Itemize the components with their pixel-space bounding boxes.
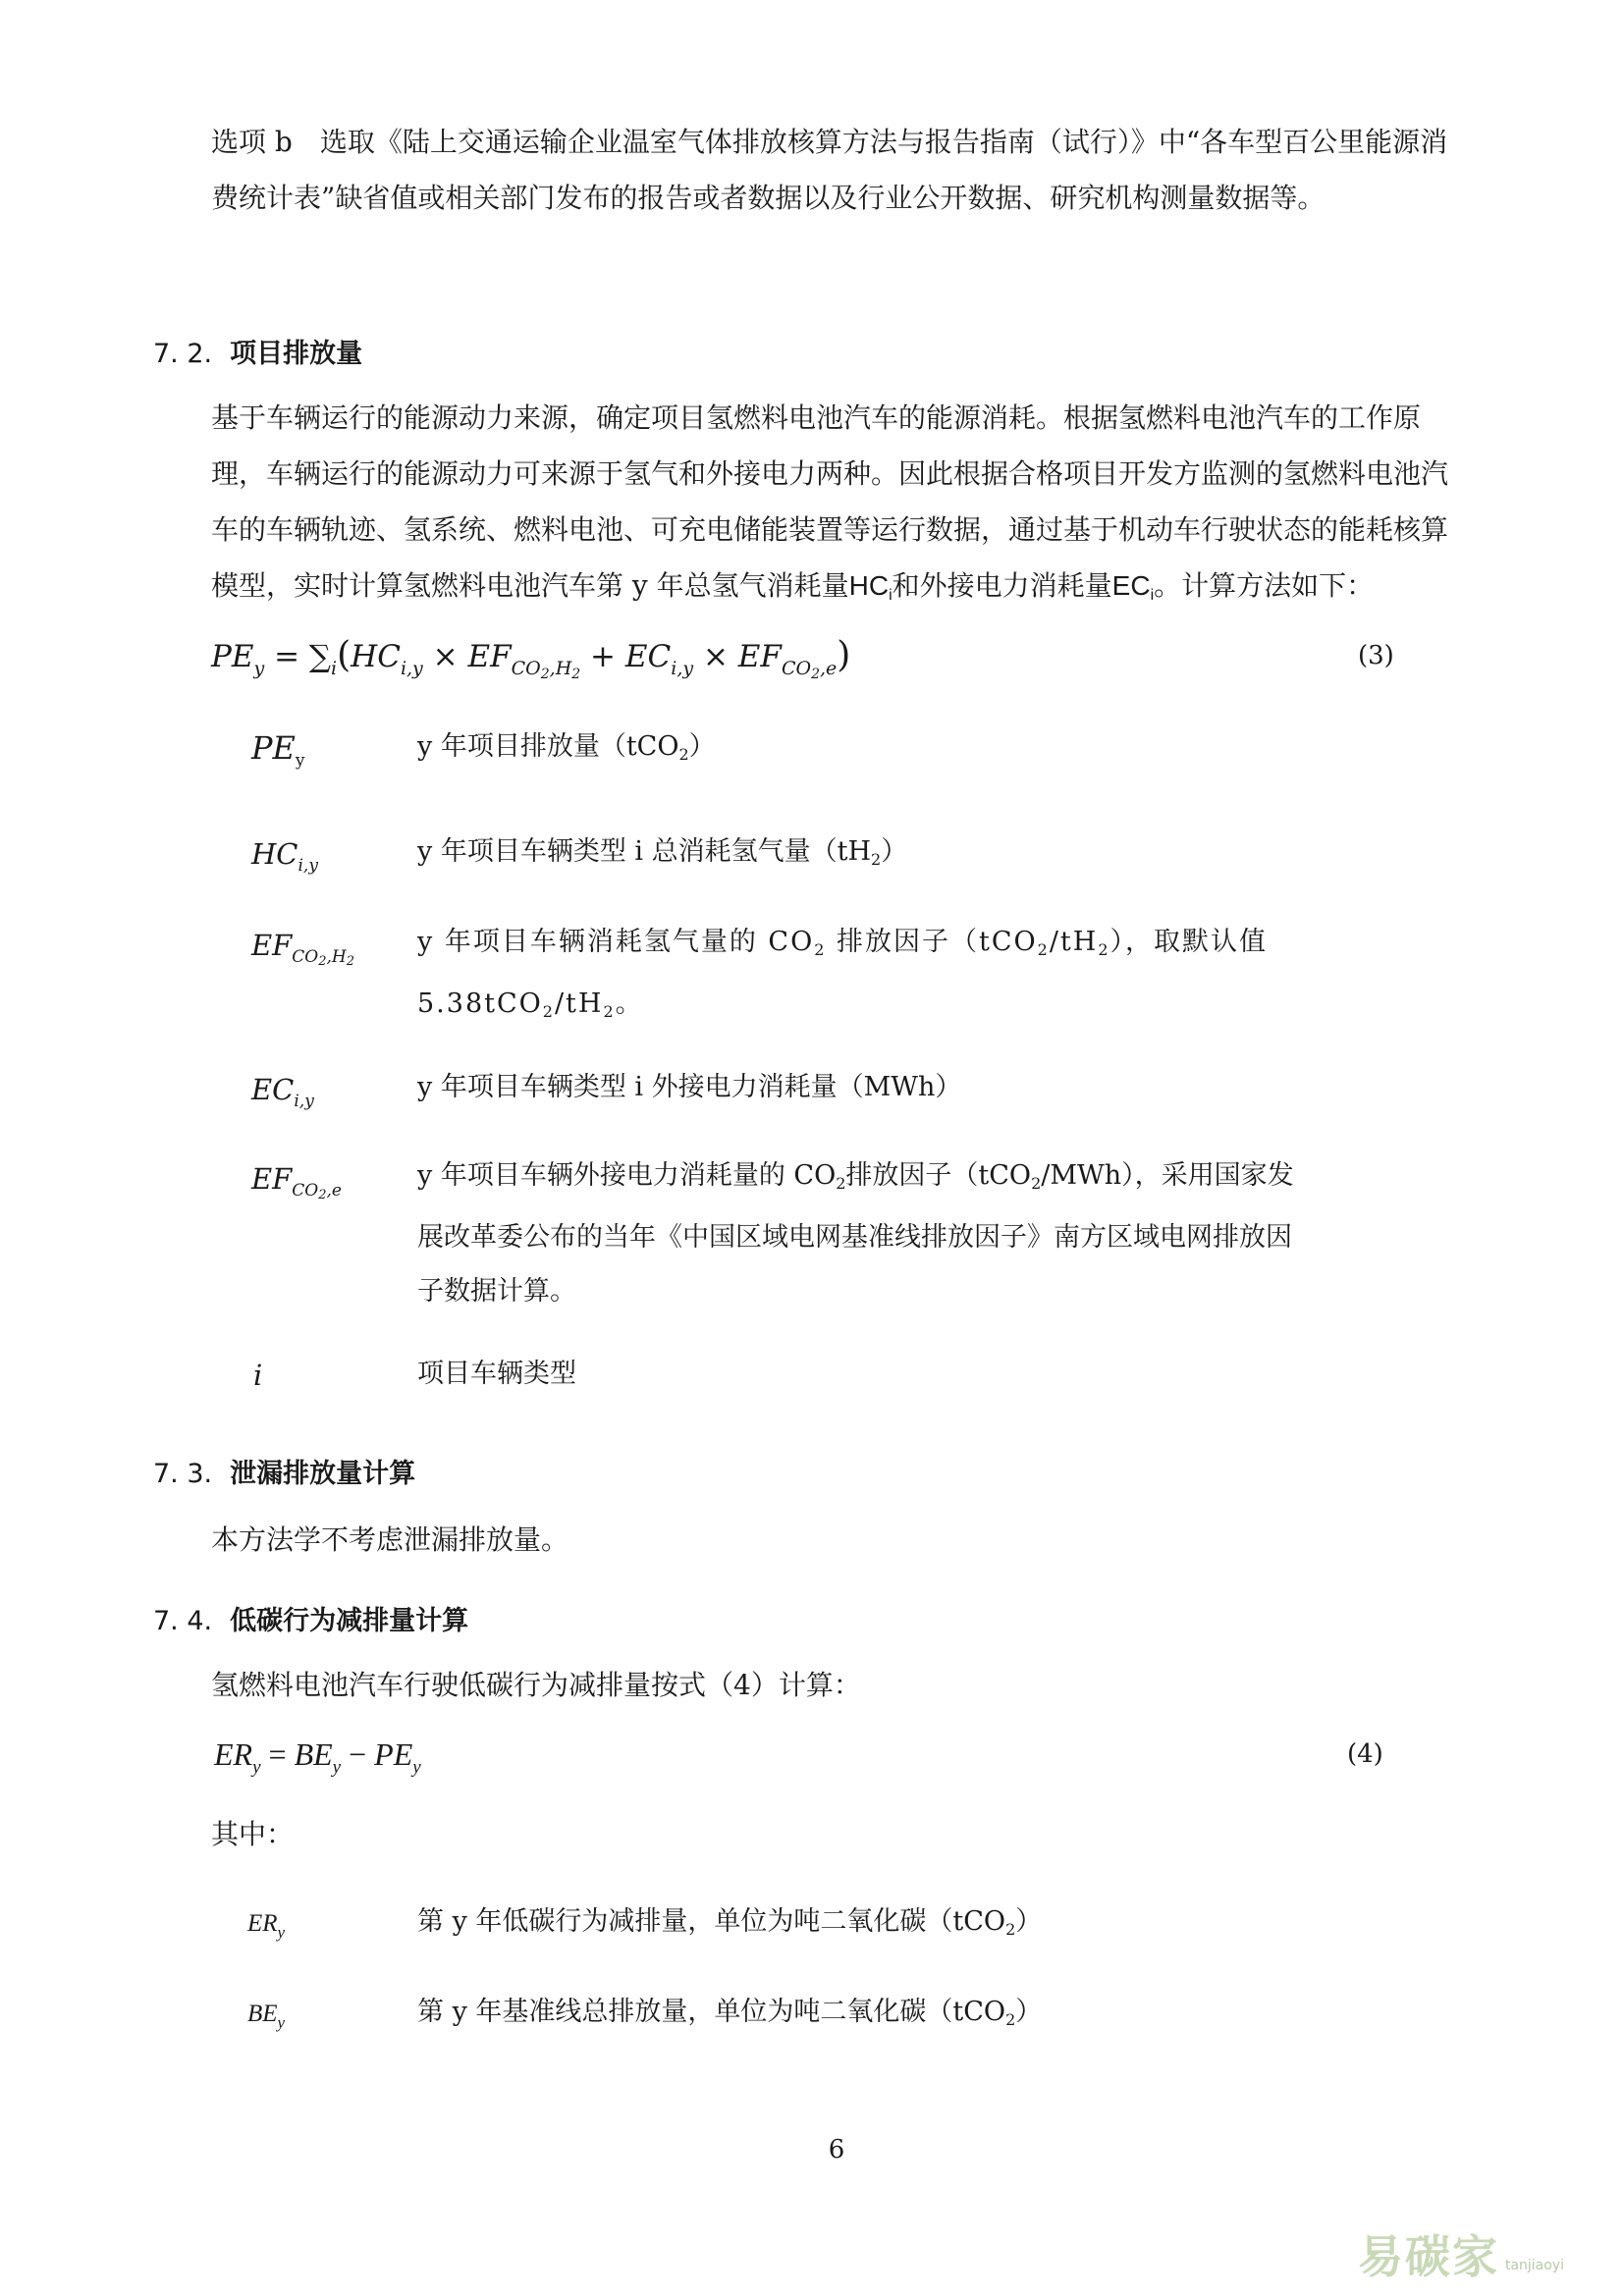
eq3-times-1: × — [422, 639, 468, 674]
no-leakage-paragraph — [211, 1512, 1473, 1568]
def-be-text-a: 第 y 年基准线总排放量，单位为吨二氧化碳（tCO — [417, 1997, 1006, 2027]
def-ef-h2-text-sub2: 2 — [1037, 940, 1050, 959]
def-ef-h2-symbol — [251, 926, 354, 982]
eq3-co-2: 2 — [540, 667, 550, 682]
ec-inline — [1111, 570, 1155, 604]
def-hc-text-sub: 2 — [871, 850, 882, 869]
eq3-co-b: CO — [781, 658, 812, 679]
equation-3-number: (3) — [1358, 641, 1394, 670]
def-be-base: BE — [247, 2001, 278, 2027]
def-er-text — [417, 1895, 1399, 1956]
eq3-ec: EC — [624, 639, 672, 674]
def-hc-symbol — [251, 834, 318, 885]
def-ef-h2-line2-b: /tH — [554, 988, 604, 1019]
def-pe-text-sub: 2 — [678, 745, 689, 764]
section-number: 7. 4. — [153, 1606, 213, 1636]
def-er-base: ER — [247, 1910, 278, 1937]
def-ec-text — [417, 1060, 1301, 1114]
def-ec-sub: i,y — [294, 1092, 314, 1111]
eq3-times-2: × — [693, 639, 738, 674]
def-ef-h2-co: CO — [292, 947, 319, 967]
def-hc-text-a: y 年项目车辆类型 i 总消耗氢气量（tH — [417, 836, 872, 867]
eq3-e: ,e — [819, 658, 838, 679]
eq3-hc-sub: i,y — [400, 658, 423, 679]
def-hc-text-b: ） — [881, 836, 908, 867]
eq3-h: ,H — [549, 658, 572, 679]
def-pe-text — [417, 720, 1301, 781]
option-b-paragraph — [211, 114, 1473, 226]
eq3-h-2: 2 — [571, 667, 581, 682]
def-ef-e-co: CO — [292, 1181, 319, 1201]
def-be-sub: y — [277, 2013, 286, 2032]
def-ef-h2-line2-sub1: 2 — [542, 1002, 555, 1021]
eq3-plus: + — [580, 639, 625, 674]
def-ef-h2-h: ,H — [326, 947, 347, 967]
def-i-text-content: 项目车辆类型 — [417, 1359, 576, 1389]
def-be-text-sub: 2 — [1005, 2010, 1016, 2029]
section-number: 7. 3. — [153, 1459, 213, 1489]
watermark-site: tanjiaoyi — [1504, 2258, 1564, 2273]
def-pe-symbol — [251, 728, 305, 780]
def-er-text-a: 第 y 年低碳行为减排量，单位为吨二氧化碳（tCO — [417, 1906, 1006, 1937]
hc-inline-sub: i — [889, 587, 893, 604]
def-ef-e-text — [417, 1148, 1301, 1318]
eq3-hc: HC — [351, 639, 401, 674]
eq3-ef-e: EF — [737, 639, 782, 674]
def-er-symbol — [247, 1904, 285, 1952]
def-ef-h2-base: EF — [251, 929, 293, 962]
section-heading-7-4 — [153, 1602, 468, 1641]
where-label — [211, 1806, 604, 1862]
def-er-sub: y — [277, 1923, 286, 1942]
eq3-sum-sub: i — [331, 658, 338, 679]
def-i-text — [417, 1347, 1301, 1401]
def-pe-base: PE — [251, 729, 296, 767]
def-ef-e-co-2: 2 — [318, 1188, 327, 1202]
def-ef-h2-text-sub1: 2 — [814, 940, 827, 959]
def-be-text — [417, 1985, 1399, 2047]
def-er-text-b: ） — [1015, 1906, 1043, 1937]
def-ef-e-text-b: 排放因子（tCO — [845, 1160, 1032, 1191]
section-number: 7. 2. — [153, 339, 213, 369]
eq3-close-paren: ) — [837, 635, 851, 675]
def-ef-e-text-sub1: 2 — [836, 1174, 846, 1193]
def-i-symbol — [253, 1356, 262, 1395]
section-heading-7-3 — [153, 1455, 415, 1494]
equation-3 — [211, 634, 850, 696]
eq4-minus: − — [341, 1736, 375, 1772]
def-ef-e-text-sub2: 2 — [1031, 1174, 1042, 1193]
intro-text-1: 基于车辆运行的能源动力来源，确定项目氢燃料电池汽车的能源消耗。根据氢燃料电池汽车的工作原理，车辆运行的能源动力可来源于氢气和外接电力两种。因此根据合格项目开发方监测的氢燃料电池汽车的车辆轨迹、氢系统、燃料电池、可充电储能装置等运行数据，通过基于机动车行驶状态的能耗核算模型，实时计算氢燃料电池汽车第 y 年总氢气消耗量 — [211, 401, 1449, 602]
def-er-text-sub: 2 — [1005, 1920, 1016, 1939]
def-ef-h2-co-2: 2 — [318, 954, 327, 969]
eq3-ef-e-sub — [781, 658, 838, 682]
def-ec-base: EC — [251, 1073, 295, 1106]
eq4-er: ER — [214, 1736, 253, 1772]
eq3-ef-h2-sub — [511, 658, 581, 682]
eq3-co: CO — [511, 658, 541, 679]
section-heading-7-2 — [153, 335, 362, 374]
def-ef-h2-text-d: ），取默认值 — [1109, 927, 1269, 957]
watermark-logo: 易碳家 — [1357, 2230, 1499, 2283]
def-ef-h2-text-c: /tH — [1049, 927, 1099, 957]
page-number: 6 — [828, 2135, 845, 2164]
def-hc-base: HC — [251, 837, 298, 871]
eq3-co-b-2: 2 — [811, 667, 820, 682]
def-pe-text-a: y 年项目排放量（tCO — [417, 731, 679, 762]
def-pe-text-b: ） — [688, 731, 716, 762]
def-ef-h2-text-a: y 年项目车辆消耗氢气量的 CO — [417, 927, 815, 957]
def-ec-text-content: y 年项目车辆类型 i 外接电力消耗量（MWh） — [417, 1072, 962, 1102]
def-ef-e-e: ,e — [326, 1181, 342, 1201]
ec-inline-sub: i — [1150, 587, 1155, 604]
def-ef-h2-line2-sub2: 2 — [603, 1002, 616, 1021]
def-ef-h2-line2-c: 。 — [615, 988, 644, 1019]
eq3-open-paren: ( — [337, 635, 352, 675]
eq4-be-sub: y — [332, 1757, 342, 1778]
def-ef-e-text-a: y 年项目车辆外接电力消耗量的 CO — [417, 1160, 837, 1191]
option-b-text: 选项 b 选取《陆上交通运输企业温室气体排放核算方法与报告指南（试行）》中“各车型百公里能源消费统计表”缺省值或相关部门发布的报告或者数据以及行业公开数据、研究机构测量数据等。 — [211, 126, 1448, 214]
def-ef-h2-sub — [292, 947, 354, 967]
def-ef-e-symbol — [251, 1159, 342, 1215]
def-ef-e-text-c: /MWh），采用国家发展改革委公布的当年《中国区域电网基准线排放因子》南方区域电网排放因子数据计算。 — [417, 1160, 1294, 1307]
hc-inline-base: HC — [848, 570, 890, 601]
eq4-equals: = — [260, 1736, 295, 1772]
where-text: 其中： — [211, 1818, 295, 1850]
def-ef-h2-h-2: 2 — [346, 954, 355, 969]
def-hc-sub: i,y — [298, 856, 318, 876]
def-pe-sub: y — [295, 751, 305, 771]
section-title: 低碳行为减排量计算 — [230, 1606, 469, 1636]
def-ec-symbol — [251, 1070, 314, 1121]
equation-4 — [214, 1733, 421, 1789]
def-ef-h2-text — [417, 915, 1301, 1039]
ec-inline-base: EC — [1111, 570, 1151, 601]
def-hc-text — [417, 825, 1301, 886]
project-emission-intro — [211, 390, 1473, 623]
intro-text-2: 和外接电力消耗量 — [892, 569, 1112, 602]
def-ef-h2-text-sub3: 2 — [1098, 940, 1110, 959]
section-title: 项目排放量 — [230, 339, 363, 369]
def-ef-h2-line2-a: 5.38tCO — [417, 988, 543, 1019]
eq4-pe-sub: y — [412, 1757, 421, 1778]
lowcarbon-intro-text: 氢燃料电池汽车行驶低碳行为减排量按式（4）计算： — [211, 1669, 861, 1701]
lowcarbon-intro-paragraph — [211, 1657, 1473, 1713]
eq3-pe: PE — [211, 639, 254, 674]
eq3-ec-sub: i,y — [671, 658, 694, 679]
def-ef-e-base: EF — [251, 1162, 293, 1196]
def-i-base: i — [253, 1359, 263, 1392]
eq3-sum: = ∑ — [264, 639, 332, 674]
eq4-er-sub: y — [252, 1757, 261, 1778]
equation-4-number: (4) — [1347, 1739, 1383, 1769]
def-be-symbol — [247, 1995, 285, 2043]
def-ef-h2-text-b: 排放因子（tCO — [826, 927, 1038, 957]
hc-inline — [848, 570, 893, 604]
intro-text-3: 。计算方法如下： — [1154, 569, 1375, 602]
no-leakage-text: 本方法学不考虑泄漏排放量。 — [211, 1523, 569, 1556]
def-ef-e-sub — [292, 1181, 342, 1201]
eq4-pe: PE — [374, 1736, 413, 1772]
eq4-be: BE — [294, 1736, 333, 1772]
def-be-text-b: ） — [1015, 1997, 1043, 2027]
site-watermark — [1358, 2231, 1564, 2282]
section-title: 泄漏排放量计算 — [230, 1459, 416, 1489]
eq3-ef-h2: EF — [467, 639, 512, 674]
eq3-pe-sub: y — [253, 658, 265, 679]
